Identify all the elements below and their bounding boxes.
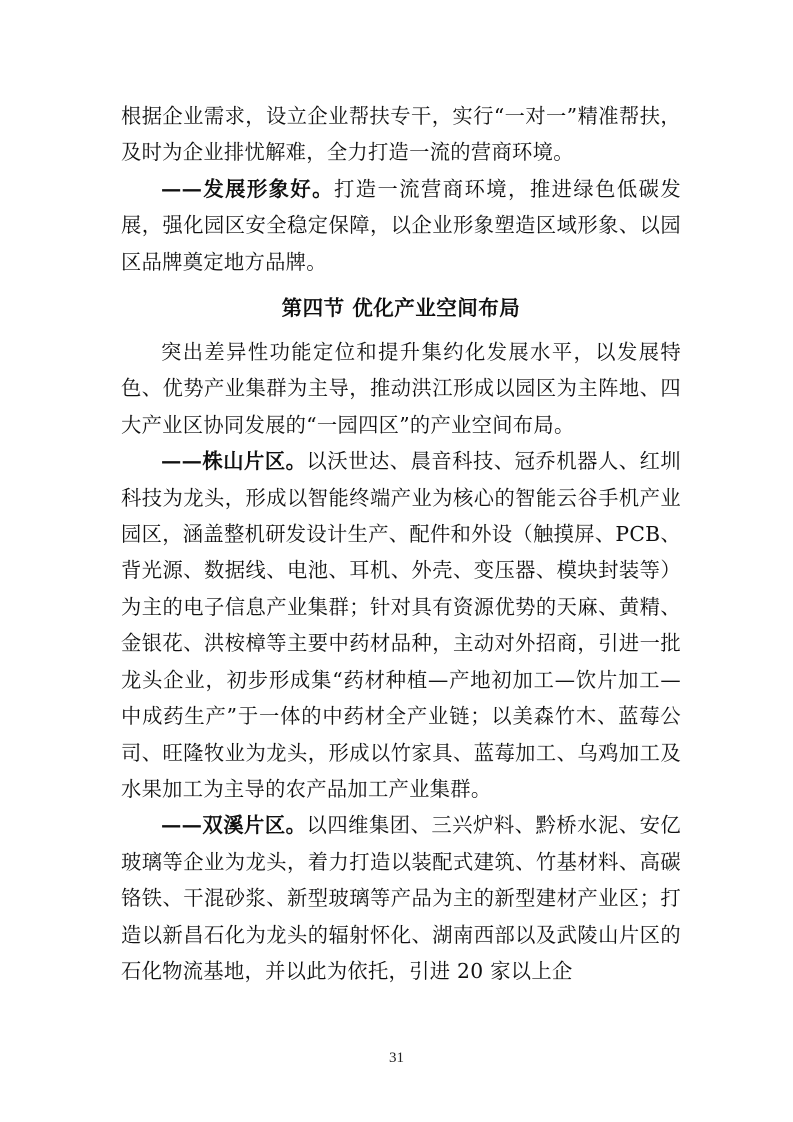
paragraph-lead-heading: ——双溪片区。 [161, 813, 307, 838]
paragraph-shuangxi-zone [121, 807, 681, 989]
paragraph-zhushan-zone [121, 443, 681, 807]
paragraph-body-text: 以四维集团、三兴炉料、黔桥水泥、安亿玻璃等企业为龙头，着力打造以装配式建筑、竹基材料、高碳铬铁、干混砂浆、新型玻璃等产品为主的新型建材产业区；打造以新昌石化为龙头的辐射怀化、湖南西部以及武陵山片区的石化物流基地，并以此为依托，引进 20 家以上企 [121, 813, 681, 983]
section-title: 第四节 优化产业空间布局 [281, 296, 521, 321]
paragraph-spatial-layout: 突出差异性功能定位和提升集约化发展水平，以发展特色、优势产业集群为主导，推动洪江形成以园区为主阵地、四大产业区协同发展的“一园四区”的产业空间布局。 [121, 340, 681, 437]
paragraph-body-text: 打造一流营商环境，推进绿色低碳发展，强化园区安全稳定保障，以企业形象塑造区域形象、以园区品牌奠定地方品牌。 [121, 176, 681, 274]
paragraph-lead-heading: ——发展形象好。 [161, 176, 334, 201]
page-body [121, 98, 681, 989]
paragraph-body-text: 以沃世达、晨音科技、冠乔机器人、红圳科技为龙头，形成以智能终端产业为核心的智能云谷手机产业园区，涵盖整机研发设计生产、配件和外设（触摸屏、PCB、背光源、数据线、电池、耳机、外壳、变压器、模块封装等）为主的电子信息产业集群；针对具有资源优势的天麻、黄精、金银花、洪桉樟等主要中药材品种，主动对外招商，引进一批龙头企业，初步形成集“药材种植—产地初加工—饮片加工—中成药生产”于一体的中药材全产业链；以美森竹木、蓝莓公司、旺隆牧业为龙头，形成以竹家具、蓝莓加工、乌鸡加工及水果加工为主导的农产品加工产业集群。 [121, 449, 681, 801]
page-number: 31 [389, 1050, 404, 1066]
paragraph-business-support: 根据企业需求，设立企业帮扶专干，实行“一对一”精准帮扶，及时为企业排忧解难，全力打造一流的营商环境。 [121, 104, 681, 165]
paragraph-lead-heading: ——株山片区。 [161, 449, 307, 474]
paragraph-image-development [121, 171, 681, 280]
